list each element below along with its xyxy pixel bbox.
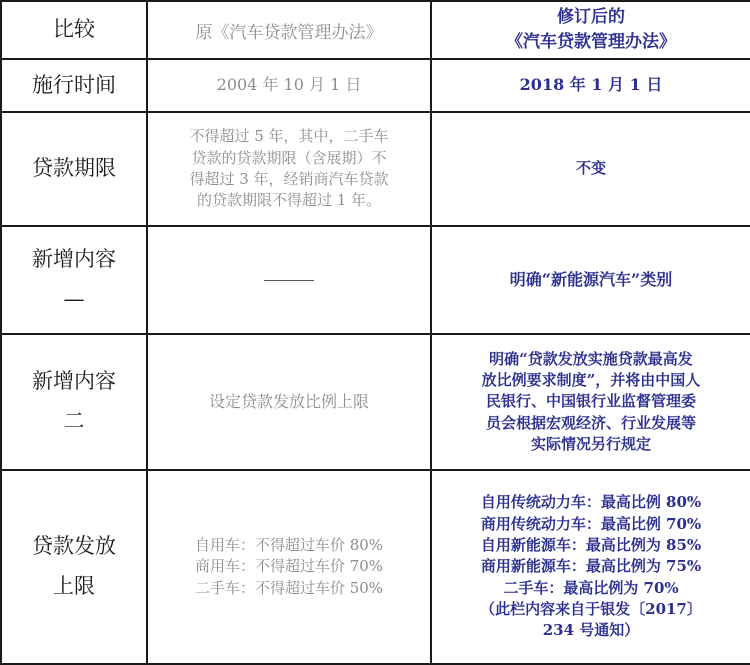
row-label bbox=[6, 66, 142, 106]
original-cell bbox=[147, 59, 431, 112]
revised-text bbox=[436, 74, 746, 97]
original-line: 设定贷款发放比例上限 bbox=[208, 391, 369, 411]
row-label-cell bbox=[1, 112, 147, 226]
original-line: 自用车：不得超过车价 80% bbox=[194, 536, 384, 555]
row-label-line: 上限 bbox=[53, 574, 95, 598]
original-text bbox=[152, 391, 426, 414]
row-label bbox=[6, 240, 142, 320]
original-line: 的贷款期限不得超过 1 年。 bbox=[196, 191, 382, 210]
header-compare-label: 比较 bbox=[53, 17, 95, 42]
revised-line: 自用传统动力车：最高比例 80% bbox=[480, 493, 702, 512]
header-original bbox=[147, 1, 431, 59]
revised-text bbox=[436, 158, 746, 179]
row-label-line: — bbox=[63, 287, 85, 311]
revised-line: 民银行、中国银行业监督管理委 bbox=[485, 392, 696, 411]
original-cell bbox=[147, 226, 431, 334]
row-label-line: 贷款期限 bbox=[32, 156, 116, 181]
original-line: 不得超过 5 年，其中，二手车 bbox=[189, 127, 389, 146]
header-revised-line: 修订后的 bbox=[557, 7, 625, 28]
revised-cell bbox=[431, 334, 750, 470]
revised-line: （此栏内容来自于银发〔2017〕 bbox=[480, 599, 702, 618]
revised-line: 二手车：最高比例为 70% bbox=[503, 578, 679, 597]
header-compare bbox=[1, 1, 147, 59]
row-label-cell bbox=[1, 470, 147, 664]
row-label-cell bbox=[1, 59, 147, 112]
row-label bbox=[6, 527, 142, 607]
table-row-new-content-2 bbox=[1, 334, 750, 470]
row-label-line: 施行时间 bbox=[32, 72, 116, 97]
row-label bbox=[6, 149, 142, 189]
revised-text bbox=[436, 269, 746, 292]
original-text bbox=[152, 535, 426, 599]
revised-line: 明确“贷款发放实施贷款最高发 bbox=[489, 349, 693, 368]
row-label-line: 新增内容 bbox=[32, 247, 116, 272]
revised-line: 放比例要求制度”，并将由中国人 bbox=[481, 371, 701, 390]
revised-line: 员会根据宏观经济、行业发展等 bbox=[485, 413, 696, 432]
header-revised-label bbox=[436, 5, 746, 54]
header-revised bbox=[431, 1, 750, 59]
table-row-loan-term bbox=[1, 112, 750, 226]
header-revised-line: 《汽车贷款管理办法》 bbox=[506, 32, 676, 52]
revised-line: 2018 年 1 月 1 日 bbox=[519, 75, 663, 95]
revised-cell bbox=[431, 470, 750, 664]
empty-dash bbox=[264, 280, 314, 281]
original-line: 商用车：不得超过车价 70% bbox=[194, 557, 384, 576]
revised-cell bbox=[431, 112, 750, 226]
row-label-cell bbox=[1, 334, 147, 470]
revised-line: 自用新能源车：最高比例为 85% bbox=[480, 536, 702, 555]
table-row-new-content-1 bbox=[1, 226, 750, 334]
original-text bbox=[152, 126, 426, 211]
revised-cell bbox=[431, 59, 750, 112]
original-cell bbox=[147, 334, 431, 470]
row-label-line: 新增内容 bbox=[32, 369, 116, 394]
revised-text bbox=[436, 349, 746, 455]
revised-line: 商用传统动力车：最高比例 70% bbox=[480, 514, 702, 533]
original-line: 2004 年 10 月 1 日 bbox=[216, 75, 362, 95]
table-row-effective-date bbox=[1, 59, 750, 112]
row-label bbox=[6, 362, 142, 442]
table-header-row bbox=[1, 1, 750, 59]
revised-line: 商用新能源车：最高比例为 75% bbox=[480, 557, 702, 576]
revised-text bbox=[436, 492, 746, 641]
revised-line: 不变 bbox=[575, 159, 606, 178]
row-label-cell bbox=[1, 226, 147, 334]
original-line: 得超过 3 年，经销商汽车贷款 bbox=[189, 170, 389, 188]
revised-cell bbox=[431, 226, 750, 334]
original-line: 贷款的贷款期限（含展期）不 bbox=[191, 148, 387, 167]
row-label-line: 贷款发放 bbox=[32, 534, 116, 559]
table-row-loan-cap bbox=[1, 470, 750, 664]
revised-line: 明确“新能源汽车”类别 bbox=[509, 269, 673, 289]
revised-line: 实际情况另行规定 bbox=[530, 434, 651, 453]
revised-line: 234 号通知） bbox=[542, 621, 640, 640]
original-cell bbox=[147, 112, 431, 226]
original-line: 二手车：不得超过车价 50% bbox=[194, 578, 384, 597]
original-cell bbox=[147, 470, 431, 664]
header-original-label: 原《汽车贷款管理办法》 bbox=[195, 22, 383, 43]
original-text bbox=[152, 74, 426, 97]
row-label-line: 二 bbox=[63, 409, 85, 433]
